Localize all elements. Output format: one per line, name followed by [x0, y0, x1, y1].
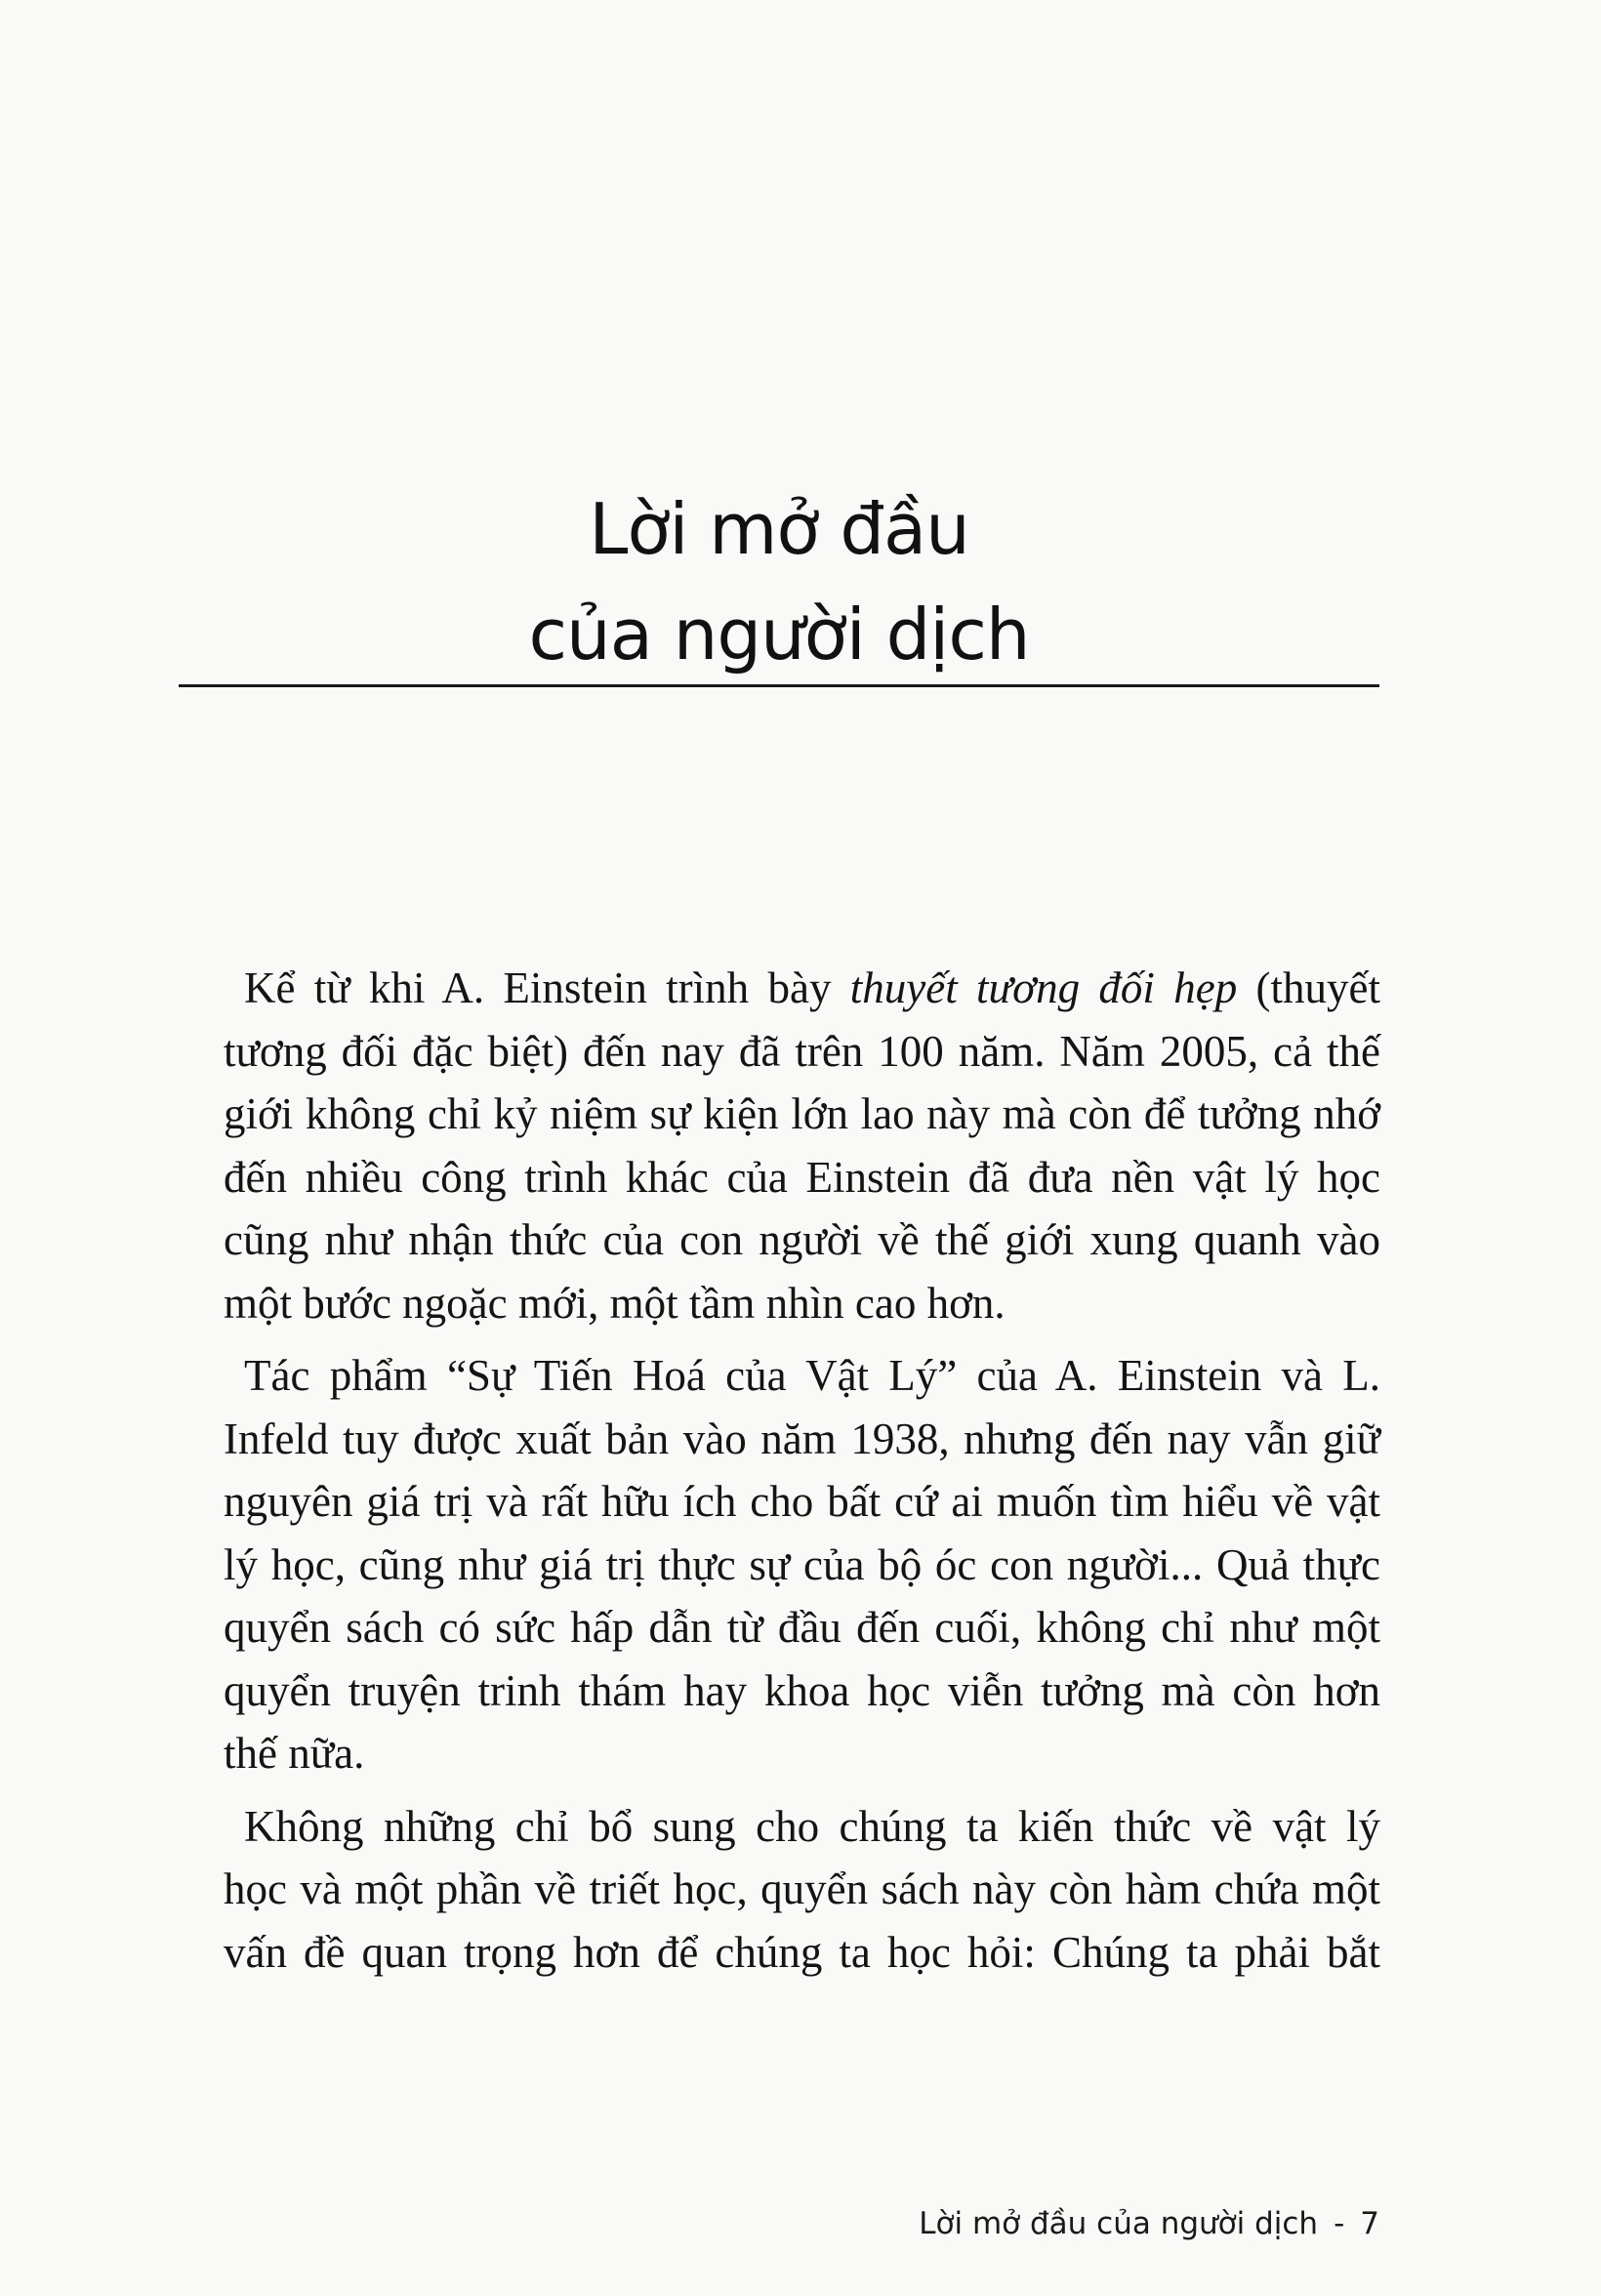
text-line: quyển truyện trinh thám hay khoa học viễn tưởng mà còn hơn [224, 1665, 1380, 1715]
text-line: vấn đề quan trọng hơn để chúng ta học hỏi: Chúng ta phải bắt [224, 1927, 1380, 1977]
paragraph-2 [224, 1344, 1380, 1785]
text-line: quyển sách có sức hấp dẫn từ đầu đến cuối, không chỉ như một [224, 1603, 1380, 1652]
text-line: giới không chỉ kỷ niệm sự kiện lớn lao này mà còn để tưởng nhớ [224, 1089, 1380, 1138]
text-line: đến nhiều công trình khác của Einstein đã đưa nền vật lý học [224, 1152, 1380, 1202]
text-line [224, 957, 1380, 1020]
body-text [224, 957, 1380, 1984]
title-divider [179, 684, 1379, 687]
paragraph-1 [224, 957, 1380, 1334]
text-line: Infeld tuy được xuất bản vào năm 1938, nhưng đến nay vẫn giữ [224, 1414, 1380, 1463]
text-run: Kể từ khi A. Einstein trình bày [244, 964, 850, 1012]
text-run: (thuyết [1237, 964, 1380, 1012]
text-line: một bước ngoặc mới, một tầm nhìn cao hơn. [224, 1278, 1006, 1328]
page-number: 7 [1360, 2206, 1379, 2241]
text-line: cũng như nhận thức của con người về thế giới xung quanh vào [224, 1215, 1380, 1264]
text-line: thế nữa. [224, 1729, 365, 1778]
footer-separator: - [1334, 2206, 1345, 2241]
paragraph-3 [224, 1795, 1380, 1985]
text-line: lý học, cũng như giá trị thực sự của bộ óc con người... Quả thực [224, 1539, 1380, 1589]
text-line: học và một phần về triết học, quyển sách này còn hàm chứa một [224, 1865, 1380, 1913]
chapter-title-line-2: của người dịch [528, 594, 1030, 676]
running-title: Lời mở đầu của người dịch [919, 2206, 1319, 2241]
paragraph-gap [224, 1785, 1380, 1795]
text-line: tương đối đặc biệt) đến nay đã trên 100 năm. Năm 2005, cả thế [224, 1026, 1380, 1076]
text-line: Không những chỉ bổ sung cho chúng ta kiến thức về vật lý [244, 1801, 1380, 1851]
text-line: nguyên giá trị và rất hữu ích cho bất cứ ai muốn tìm hiểu về vật [224, 1477, 1380, 1526]
page-footer [859, 2204, 1379, 2243]
italic-term: thuyết tương đối hẹp [849, 964, 1238, 1012]
paragraph-gap [224, 1334, 1380, 1344]
chapter-title-line-1: Lời mở đầu [589, 488, 969, 570]
text-line: Tác phẩm “Sự Tiến Hoá của Vật Lý” của A. Einstein và L. [244, 1351, 1380, 1400]
chapter-title [179, 476, 1379, 687]
